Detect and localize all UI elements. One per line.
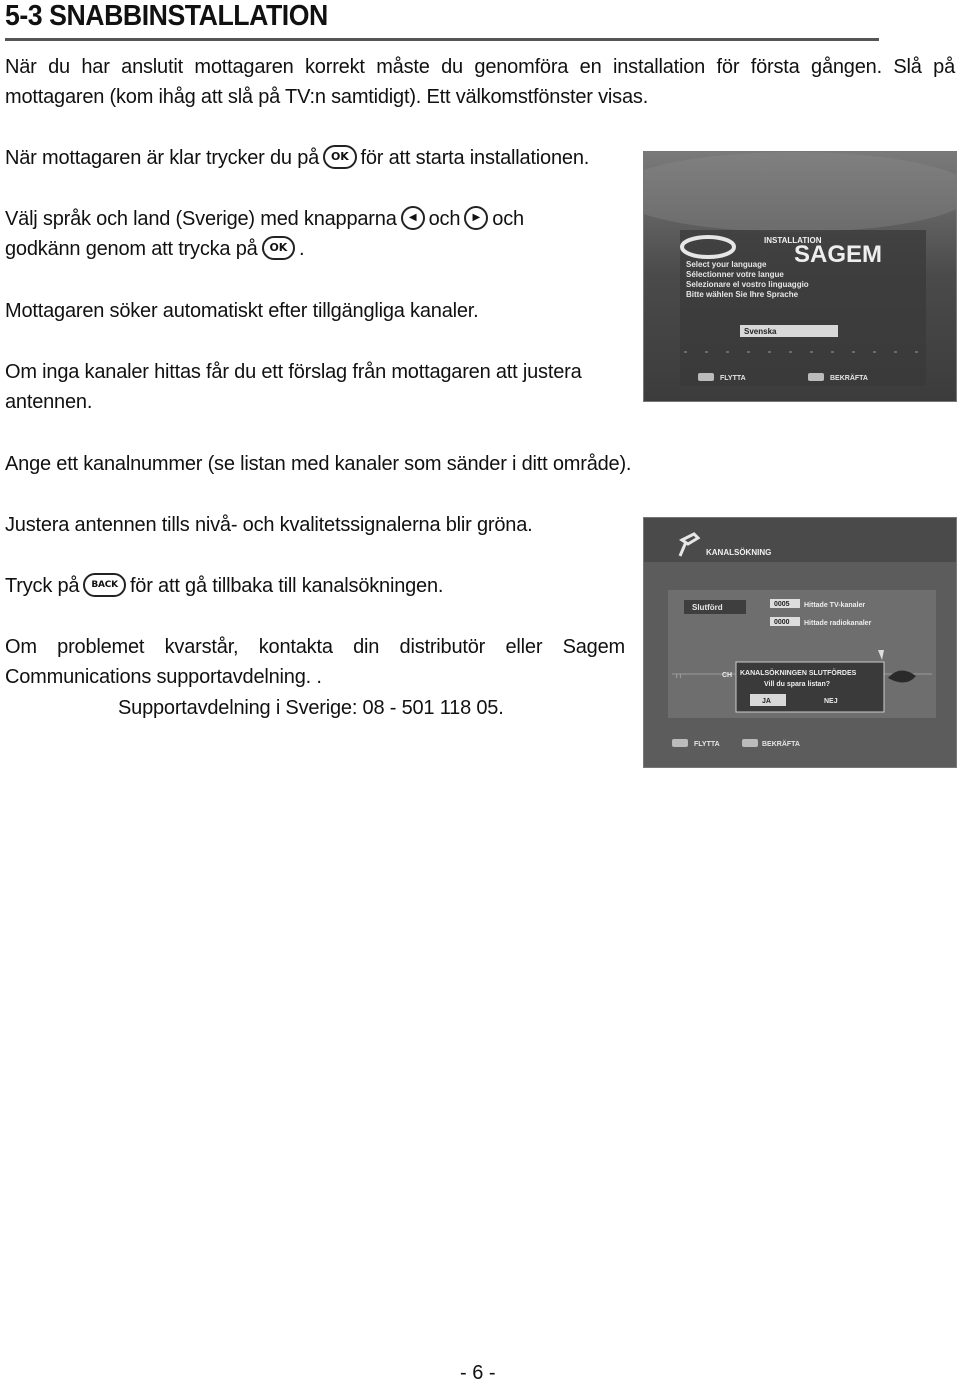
- paragraph-back-text-a: Tryck på: [5, 575, 80, 597]
- dialog-question: Vill du spara listan?: [764, 681, 831, 688]
- paragraph-channel-number: Ange ett kanalnummer (se listan med kanaler som sänder i ditt område).: [5, 453, 632, 475]
- screen2-status: Slutförd: [692, 603, 723, 612]
- screen1-footer-move: FLYTTA: [720, 375, 746, 382]
- paragraph-language: [5, 204, 625, 264]
- section-heading: 5-3 SNABBINSTALLATION: [5, 0, 879, 41]
- screen2-title: KANALSÖKNING: [706, 548, 772, 557]
- paragraph-back: [5, 571, 625, 601]
- screen1-line-3: Selezionare el vostro linguaggio: [686, 280, 809, 289]
- tv-channel-count: 0005: [774, 601, 790, 608]
- paragraph-back-text-b: för att gå tillbaka till kanalsökningen.: [129, 575, 444, 597]
- paragraph-language-text-c: och: [492, 208, 524, 230]
- dialog-title: KANALSÖKNINGEN SLUTFÖRDES: [740, 670, 857, 677]
- paragraph-start-text-a: När mottagaren är klar trycker du på: [5, 147, 320, 169]
- right-arrow-key-icon: ▶: [464, 206, 488, 230]
- paragraph-language-text-a: Välj språk och land (Sverige) med knapparna: [5, 208, 397, 230]
- screen1-line-4: Bitte wählen Sie Ihre Sprache: [686, 290, 799, 299]
- left-arrow-key-icon: ◀: [401, 206, 425, 230]
- radio-channel-count: 0000: [774, 619, 790, 626]
- paragraph-language-text-e: .: [299, 238, 305, 260]
- ch-label: CH: [722, 672, 733, 679]
- paragraph-search: Mottagaren söker automatiskt efter tillgängliga kanaler.: [5, 300, 479, 322]
- screen1-title: INSTALLATION: [764, 236, 822, 245]
- yes-button-label: JA: [762, 698, 771, 705]
- tv-channel-label: Hittade TV-kanaler: [804, 602, 866, 609]
- screen2-footer-move: FLYTTA: [694, 741, 720, 748]
- screen1-line-1: Select your language: [686, 260, 767, 269]
- paragraph-start-text-b: för att starta installationen.: [360, 147, 590, 169]
- ok-key-icon: OK: [262, 236, 295, 260]
- paragraph-language-text-d: godkänn genom att trycka på: [5, 238, 258, 260]
- paragraph-support-phone: Supportavdelning i Sverige: 08 - 501 118 05.: [118, 697, 504, 719]
- page-number: - 6 -: [460, 1362, 496, 1384]
- paragraph-language-text-b: och: [428, 208, 461, 230]
- radio-channel-label: Hittade radiokanaler: [804, 620, 872, 627]
- paragraph-no-channels: Om inga kanaler hittas får du ett förslag från mottagaren att justera antennen.: [5, 361, 582, 413]
- screen1-line-2: Sélectionner votre langue: [686, 270, 784, 279]
- paragraph-support: Om problemet kvarstår, kontakta din distributör eller Sagem Communications supportavdelning. .: [5, 636, 625, 688]
- paragraph-start: [5, 143, 625, 173]
- paragraph-intro: När du har anslutit mottagaren korrekt måste du genomföra en installation för första gången. Slå på mottagaren (kom ihåg att slå på TV:n samtidigt). Ett välkomstfönster visas.: [5, 56, 955, 108]
- installation-screenshot: [643, 151, 957, 402]
- paragraph-adjust-antenna: Justera antennen tills nivå- och kvalitetssignalerna blir gröna.: [5, 514, 533, 536]
- svg-text:ı ı: ı ı: [676, 674, 682, 680]
- language-selected: Svenska: [744, 327, 777, 336]
- no-button-label: NEJ: [824, 698, 838, 705]
- screen1-footer-ok: BEKRÄFTA: [830, 375, 868, 382]
- screen1-brand: SAGEM: [794, 241, 883, 268]
- channel-search-screenshot: [643, 517, 957, 768]
- screen2-footer-ok: BEKRÄFTA: [762, 741, 800, 748]
- ok-key-icon: OK: [323, 145, 356, 169]
- back-key-icon: BACK: [83, 573, 126, 597]
